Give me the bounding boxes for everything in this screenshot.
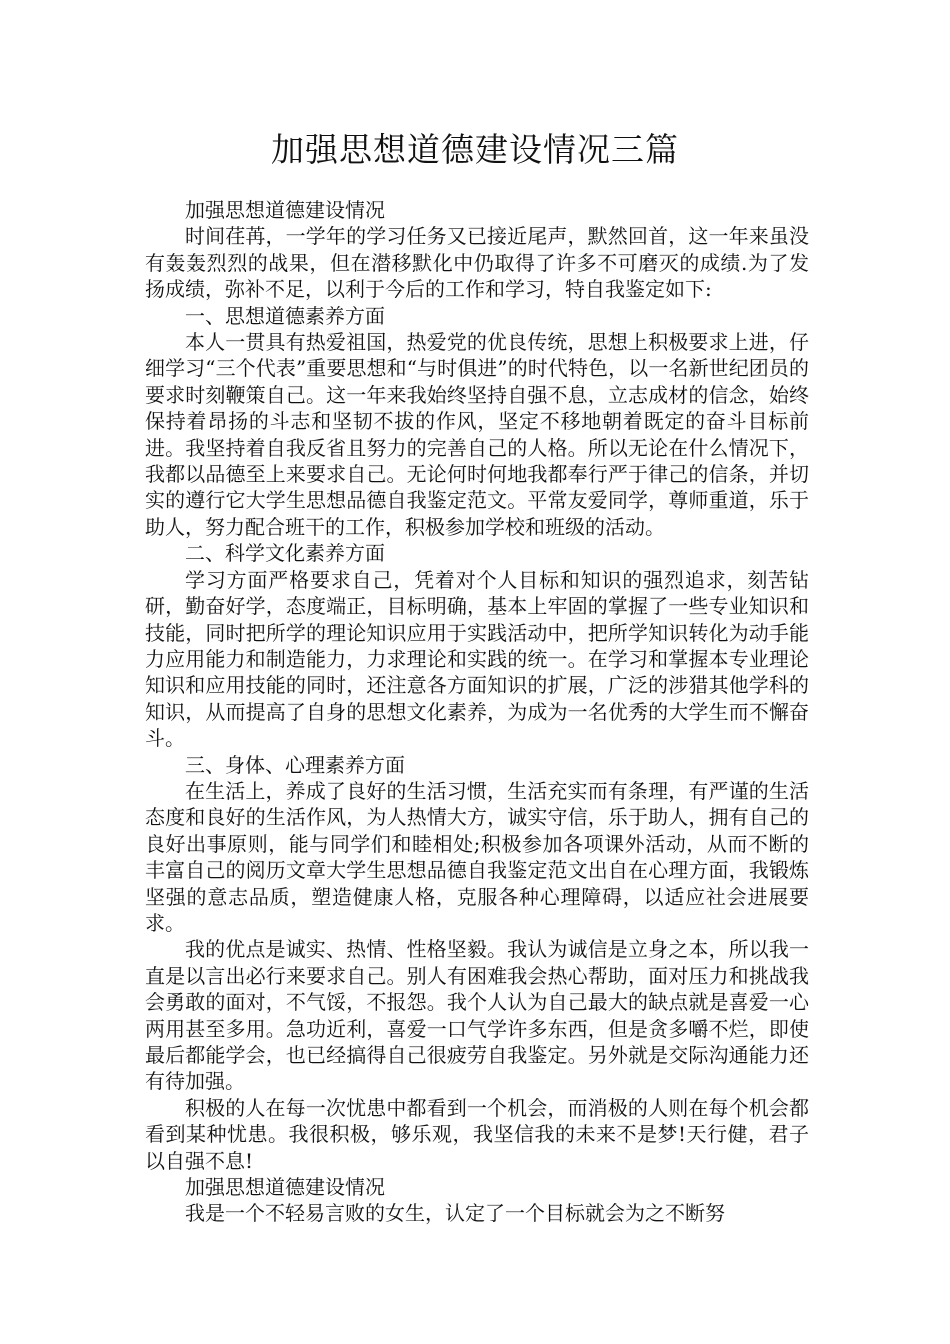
body-paragraph: 我的优点是诚实、热情、性格坚毅。我认为诚信是立身之本，所以我一直是以言出必行来要求自己。别人有困难我会热心帮助，面对压力和挑战我会勇敢的面对，不气馁，不报怨。我个人认为自己最大的缺点就是喜爱一心两用甚至多用。急功近利，喜爱一口气学许多东西，但是贪多嚼不烂，即使最后都能学会，也已经搞得自己很疲劳自我鉴定。另外就是交际沟通能力还有待加强。 [145, 937, 809, 1094]
document-body [145, 197, 809, 1227]
section-heading: 三、身体、心理素养方面 [185, 752, 405, 777]
document-title: 加强思想道德建设情况三篇 [271, 130, 679, 169]
section-heading: 加强思想道德建设情况 [185, 198, 385, 222]
body-paragraph: 我是一个不轻易言败的女生，认定了一个目标就会为之不断努 [185, 1201, 725, 1226]
body-paragraph: 学习方面严格要求自己，凭着对个人目标和知识的强烈追求，刻苦钻研，勤奋好学，态度端正，目标明确，基本上牢固的掌握了一些专业知识和技能，同时把所学的理论知识应用于实践活动中，把所学知识转化为动手能力应用能力和制造能力，力求理论和实践的统一。在学习和掌握本专业理论知识和应用技能的同时，还注意各方面知识的扩展，广泛的涉猎其他学科的知识，从而提高了自身的思想文化素养，为成为一名优秀的大学生而不懈奋斗。 [145, 567, 809, 751]
section-heading: 加强思想道德建设情况 [185, 1175, 385, 1200]
body-paragraph: 积极的人在每一次忧患中都看到一个机会，而消极的人则在每个机会都看到某种忧患。我很积极，够乐观，我坚信我的未来不是梦!天行健，君子以自强不息! [145, 1095, 809, 1173]
section-heading: 一、思想道德素养方面 [185, 303, 385, 328]
body-paragraph: 本人一贯具有热爱祖国，热爱党的优良传统，思想上积极要求上进，仔细学习“三个代表”重要思想和“与时俱进”的时代特色，以一名新世纪团员的要求时刻鞭策自己。这一年来我始终坚持自强不息，立志成材的信念，始终保持着昂扬的斗志和坚韧不拔的作风，坚定不移地朝着既定的奋斗目标前进。我坚持着自我反省且努力的完善自己的人格。所以无论在什么情况下，我都以品德至上来要求自己。无论何时何地我都奉行严于律己的信条，并切实的遵行它大学生思想品德自我鉴定范文。平常友爱同学，尊师重道，乐于助人，努力配合班干的工作，积极参加学校和班级的活动。 [145, 330, 809, 539]
intro-paragraph: 时间荏苒，一学年的学习任务又已接近尾声，默然回首，这一年来虽没有轰轰烈烈的战果，但在潜移默化中仍取得了许多不可磨灭的成绩.为了发扬成绩，弥补不足，以利于今后的工作和学习，特自我鉴定如下: [145, 224, 809, 302]
body-paragraph: 在生活上，养成了良好的生活习惯，生活充实而有条理，有严谨的生活态度和良好的生活作风，为人热情大方，诚实守信，乐于助人，拥有自己的良好出事原则，能与同学们和睦相处;积极参加各项课外活动，从而不断的丰富自己的阅历文章大学生思想品德自我鉴定范文出自在心理方面，我锻炼坚强的意志品质，塑造健康人格，克服各种心理障碍，以适应社会进展要求。 [145, 778, 809, 935]
section-heading: 二、科学文化素养方面 [185, 541, 385, 566]
